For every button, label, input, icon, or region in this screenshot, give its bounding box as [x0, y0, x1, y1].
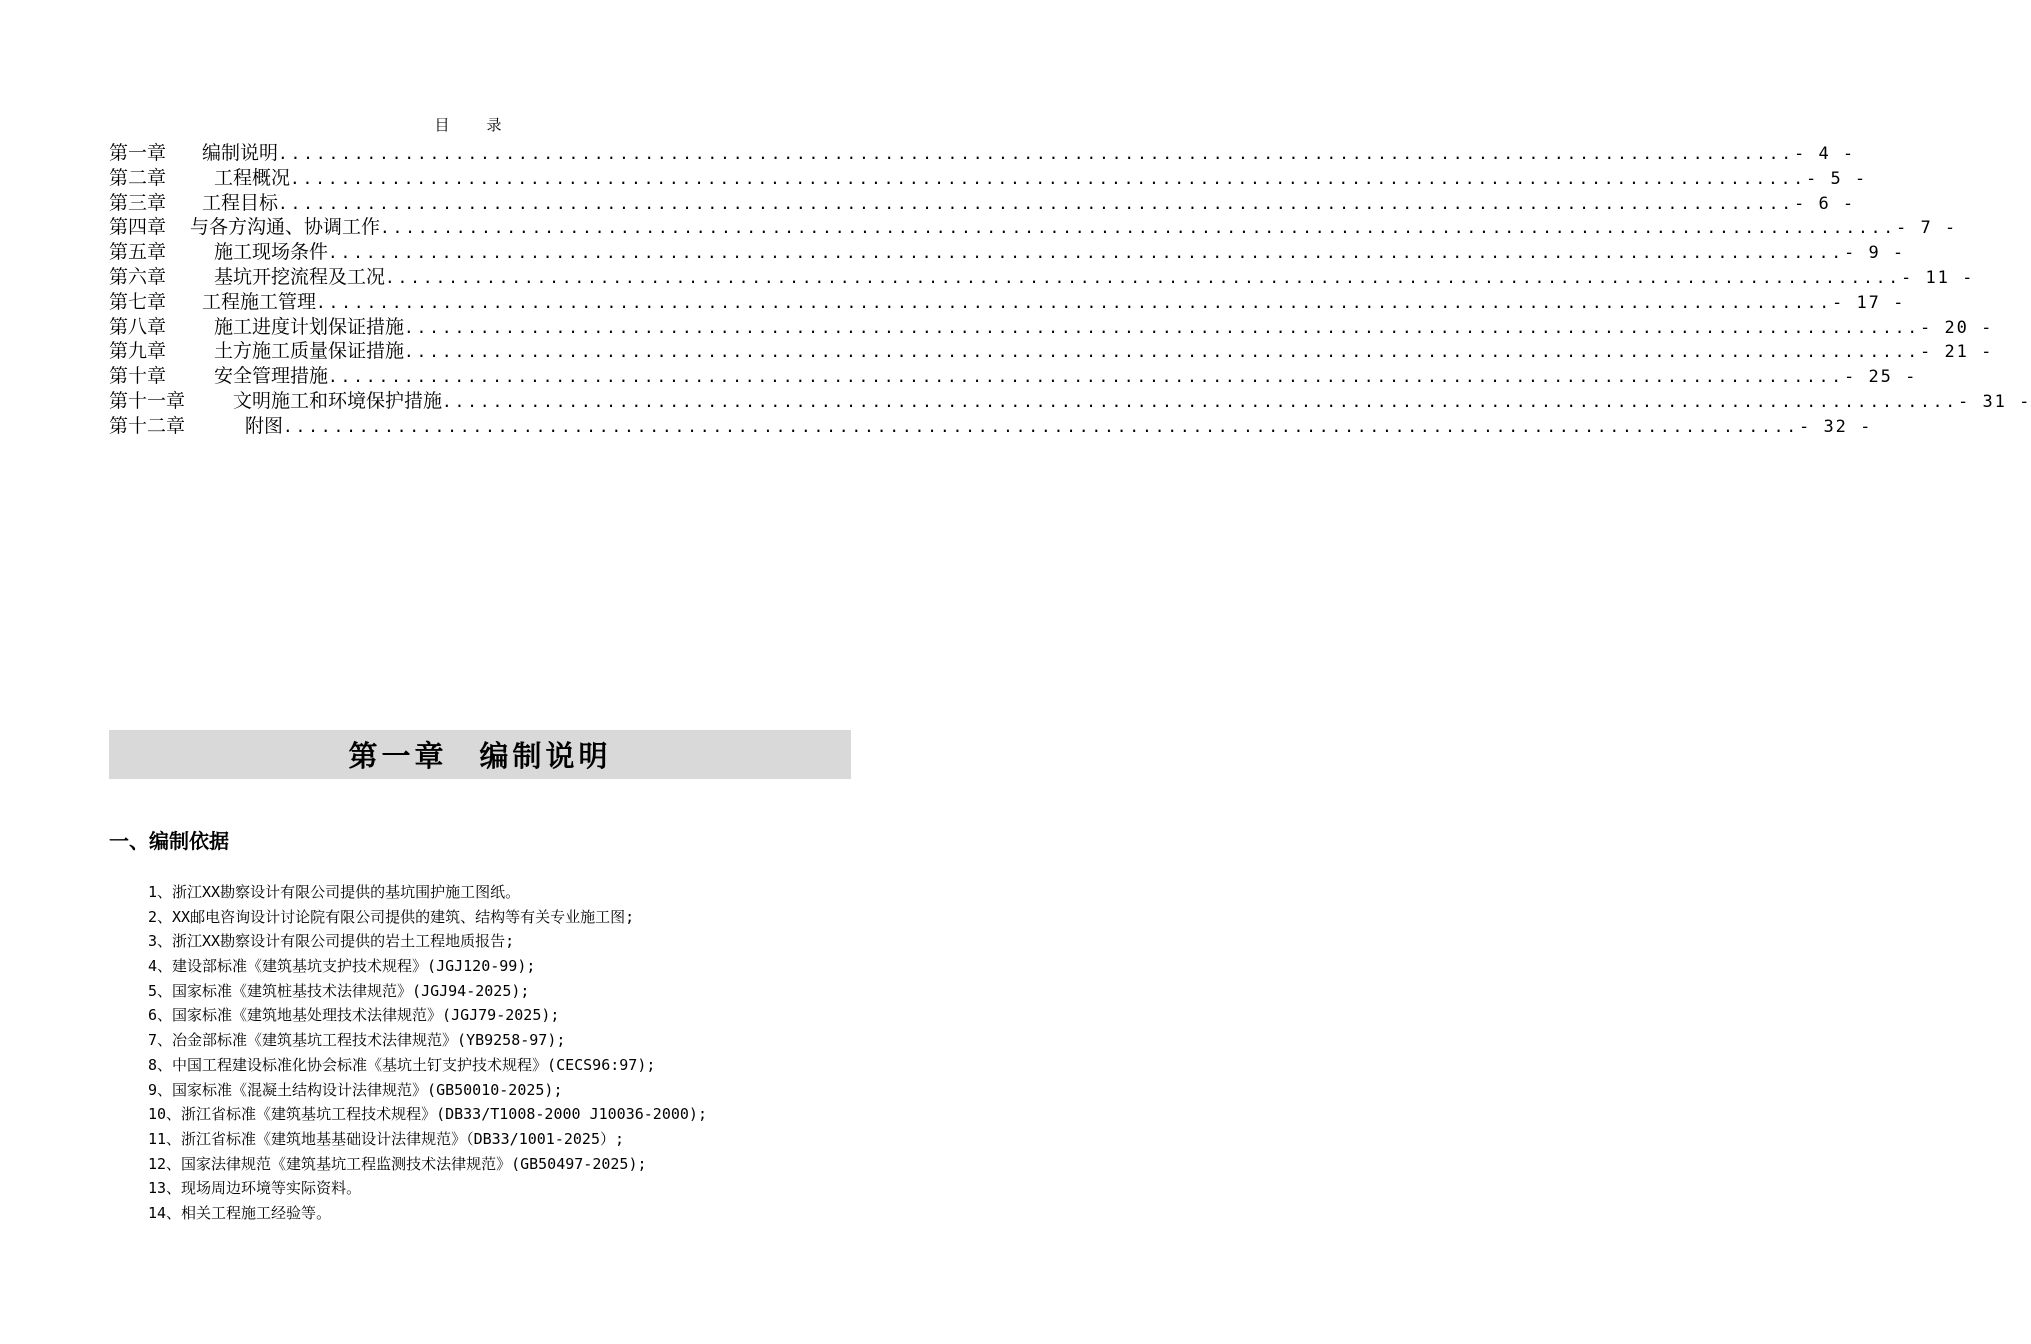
toc-chapter-number: 第五章: [109, 241, 167, 264]
toc-chapter-number: 第十一章: [109, 389, 186, 412]
toc-leader-dots: ........................................................................................................................: [283, 416, 1799, 436]
toc-chapter-name: 基坑开挖流程及工况: [214, 265, 386, 288]
toc-entry[interactable]: [109, 312, 1994, 338]
toc-page-number: - 21 -: [1919, 342, 1994, 363]
toc-page-number: - 17 -: [1831, 292, 1906, 313]
toc-entry[interactable]: [109, 336, 1994, 363]
toc-page-number: - 32 -: [1798, 416, 1873, 437]
toc-chapter-name: 附图: [245, 414, 284, 437]
toc-chapter-number: 第一章: [109, 142, 167, 164]
reference-item: 2、XX邮电咨询设计讨论院有限公司提供的建筑、结构等有关专业施工图;: [148, 907, 635, 926]
toc-entry[interactable]: [109, 262, 1975, 288]
toc-chapter-name: 施工现场条件: [214, 241, 329, 264]
reference-item: 3、浙江XX勘察设计有限公司提供的岩土工程地质报告;: [148, 932, 515, 951]
toc-entry[interactable]: [109, 212, 1958, 239]
toc-entry[interactable]: [109, 411, 1873, 437]
toc-entry[interactable]: [109, 361, 1918, 388]
toc-page-number: - 7 -: [1895, 218, 1958, 239]
toc-page-number: - 5 -: [1805, 168, 1868, 189]
toc-chapter-name: 安全管理措施: [214, 365, 329, 388]
reference-item: 4、建设部标准《建筑基坑支护技术规程》(JGJ120-99);: [148, 957, 536, 976]
toc-leader-dots: ........................................................................................................................: [328, 367, 1844, 387]
toc-chapter-number: 第二章: [109, 166, 167, 189]
toc-chapter-name: 工程概况: [214, 166, 291, 189]
toc-chapter-number: 第九章: [109, 340, 167, 363]
toc-chapter-name: 土方施工质量保证措施: [214, 340, 405, 363]
toc-entry[interactable]: [109, 386, 2031, 412]
toc-chapter-number: 第六章: [109, 265, 167, 288]
toc-chapter-number: 第四章: [109, 216, 167, 239]
reference-item: 14、相关工程施工经验等。: [148, 1203, 332, 1222]
toc-entry[interactable]: [109, 138, 1856, 164]
toc-chapter-number: 第十章: [109, 365, 167, 388]
toc-leader-dots: ........................................................................................................................: [328, 243, 1844, 263]
toc-page-number: - 9 -: [1843, 243, 1906, 264]
toc-entry[interactable]: [109, 237, 1906, 264]
reference-item: 11、浙江省标准《建筑地基基础设计法律规范》（DB33/1001-2025）;: [148, 1129, 625, 1148]
reference-item: 5、国家标准《建筑桩基技术法律规范》(JGJ94-2025);: [148, 981, 530, 1000]
reference-item: 7、冶金部标准《建筑基坑工程技术法律规范》(YB9258-97);: [148, 1031, 566, 1050]
section-title: 一、编制依据: [109, 829, 229, 853]
toc-entry[interactable]: [109, 163, 1868, 189]
reference-item: 10、浙江省标准《建筑基坑工程技术规程》(DB33/T1008-2000 J10036-2000);: [148, 1105, 707, 1124]
chapter-banner: 第一章 编制说明: [109, 730, 851, 779]
toc-leader-dots: ........................................................................................................................: [278, 193, 1794, 213]
toc-chapter-name: 工程施工管理: [202, 290, 317, 313]
reference-item: 8、中国工程建设标准化协会标准《基坑土钉支护技术规程》(CECS96:97);: [148, 1055, 656, 1074]
toc-chapter-name: 文明施工和环境保护措施: [233, 389, 443, 412]
toc-page-number: - 31 -: [1957, 391, 2031, 412]
toc-page-number: - 11 -: [1900, 267, 1975, 288]
toc-chapter-name: 工程目标: [202, 191, 279, 214]
toc-chapter-name: 施工进度计划保证措施: [214, 315, 405, 338]
toc-chapter-number: 第三章: [109, 191, 167, 214]
toc-page-number: - 6 -: [1793, 193, 1856, 214]
toc-entry[interactable]: [109, 188, 1856, 214]
toc-page-number: - 25 -: [1843, 367, 1918, 388]
reference-item: 1、浙江XX勘察设计有限公司提供的基坑围护施工图纸。: [148, 883, 521, 901]
toc-leader-dots: ........................................................................................................................: [404, 342, 1920, 362]
toc-chapter-number: 第七章: [109, 290, 167, 313]
reference-item: 13、现场周边环境等实际资料。: [148, 1179, 362, 1198]
toc-page-number: - 4 -: [1793, 144, 1856, 164]
reference-item: 12、国家法律规范《建筑基坑工程监测技术法律规范》(GB50497-2025);: [148, 1154, 647, 1173]
reference-list: [148, 880, 848, 1226]
toc-page-number: - 20 -: [1919, 317, 1994, 338]
toc-leader-dots: ........................................................................................................................: [316, 292, 1832, 312]
toc-leader-dots: ........................................................................................................................: [442, 391, 1958, 411]
toc-chapter-name: 与各方沟通、协调工作: [190, 216, 381, 239]
toc-chapter-number: 第十二章: [109, 414, 186, 437]
toc-chapter-name: 编制说明: [202, 142, 279, 164]
toc-leader-dots: ........................................................................................................................: [380, 218, 1896, 238]
toc-leader-dots: ........................................................................................................................: [404, 317, 1920, 337]
table-of-contents: [109, 138, 2031, 437]
toc-leader-dots: ........................................................................................................................: [385, 267, 1901, 287]
toc-entry[interactable]: [109, 287, 1906, 313]
reference-item: 6、国家标准《建筑地基处理技术法律规范》(JGJ79-2025);: [148, 1006, 560, 1025]
reference-item: 9、国家标准《混凝土结构设计法律规范》(GB50010-2025);: [148, 1080, 563, 1099]
toc-leader-dots: ........................................................................................................................: [290, 168, 1806, 188]
toc-leader-dots: ........................................................................................................................: [278, 144, 1794, 163]
toc-title: 目 录: [434, 116, 516, 134]
toc-chapter-number: 第八章: [109, 315, 167, 338]
